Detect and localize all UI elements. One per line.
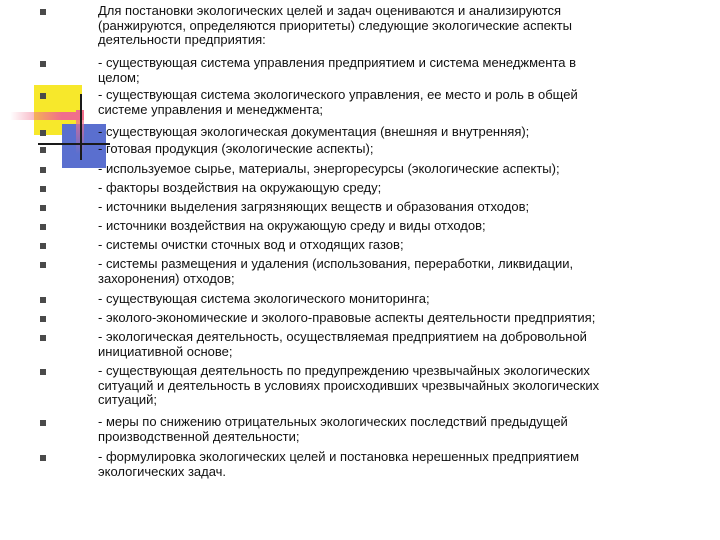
list-item-text: - меры по снижению отрицательных экологических последствий предыдущей производственной деятельности;	[98, 414, 568, 444]
square-bullet-icon	[40, 455, 46, 461]
square-bullet-icon	[40, 147, 46, 153]
square-bullet-icon	[40, 61, 46, 67]
square-bullet-icon	[40, 130, 46, 136]
square-bullet-icon	[40, 369, 46, 375]
square-bullet-icon	[40, 167, 46, 173]
square-bullet-icon	[40, 224, 46, 230]
square-bullet-icon	[40, 262, 46, 268]
list-item-text: - существующая система управления предприятием и система менеджмента в целом;	[98, 55, 577, 85]
list-item-text: - существующая система экологического управления, ее место и роль в общей системе управления и менеджмента;	[98, 87, 578, 117]
list-item-text: - формулировка экологических целей и постановка нерешенных предприятием экологических задач.	[98, 449, 580, 479]
list-item-text: - факторы воздействия на окружающую среду;	[98, 180, 382, 195]
list-item-text: - системы размещения и удаления (использования, переработки, ликвидации, захоронения) отходов;	[98, 256, 574, 286]
square-bullet-icon	[40, 335, 46, 341]
square-bullet-icon	[40, 420, 46, 426]
square-bullet-icon	[40, 205, 46, 211]
square-bullet-icon	[40, 297, 46, 303]
list-item-text: - существующая деятельность по предупреждению чрезвычайных экологических ситуаций и деятельность в условиях происходивших чрезвычайных экологических ситуаций;	[98, 363, 600, 408]
square-bullet-icon	[40, 186, 46, 192]
list-item-text: - источники выделения загрязняющих веществ и образования отходов;	[98, 199, 530, 214]
list-item-text: - экологическая деятельность, осуществляемая предприятием на добровольной инициативной основе;	[98, 329, 587, 359]
square-bullet-icon	[40, 9, 46, 15]
square-bullet-icon	[40, 93, 46, 99]
list-item-text: - системы очистки сточных вод и отходящих газов;	[98, 237, 404, 252]
decorative-line-vertical	[80, 94, 82, 160]
list-item-text: - готовая продукция (экологические аспекты);	[98, 141, 374, 156]
decorative-red-bar-horizontal	[10, 112, 84, 120]
square-bullet-icon	[40, 316, 46, 322]
list-item-text: - существующая экологическая документация (внешняя и внутренняя);	[98, 124, 530, 139]
list-item-text: - эколого-экономические и эколого-правовые аспекты деятельности предприятия;	[98, 310, 596, 325]
list-item-text: - существующая система экологического мониторинга;	[98, 291, 430, 306]
list-item-text: - используемое сырье, материалы, энергоресурсы (экологические аспекты);	[98, 161, 560, 176]
list-item-text: - источники воздействия на окружающую среду и виды отходов;	[98, 218, 486, 233]
list-item-text: Для постановки экологических целей и задач оцениваются и анализируются (ранжируются, определяются приоритеты) следующие экологические аспекты деятельности предприятия:	[98, 3, 572, 48]
square-bullet-icon	[40, 243, 46, 249]
